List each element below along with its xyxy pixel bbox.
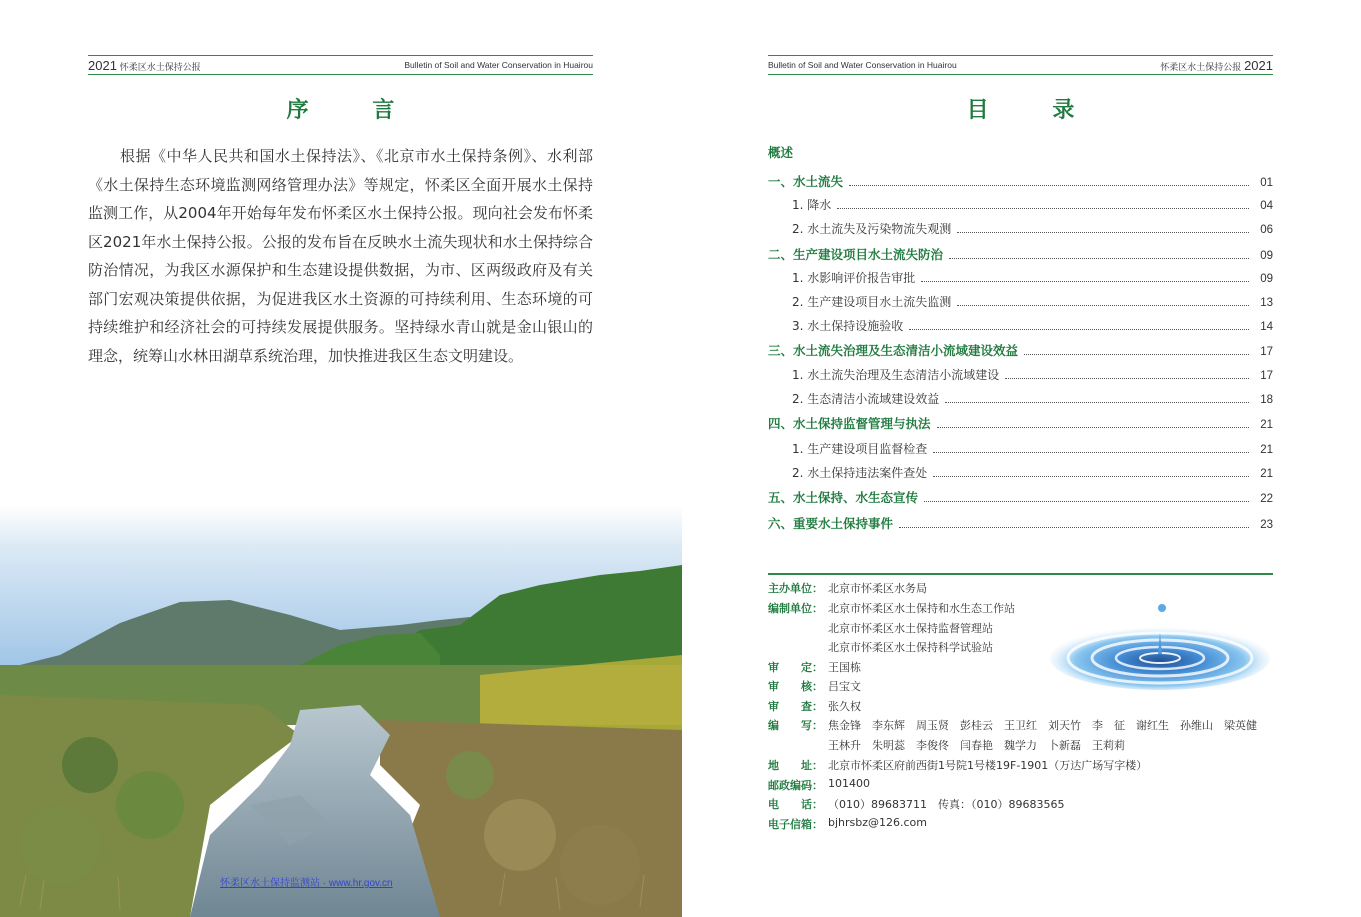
- water-ripple-icon: [1048, 598, 1273, 698]
- toc-page-number: 17: [1260, 370, 1273, 382]
- toc-page-number: 21: [1260, 444, 1273, 456]
- toc-page-number: 21: [1260, 419, 1273, 431]
- credits-value: 北京市怀柔区水土保持科学试验站: [828, 641, 993, 654]
- right-header: [768, 55, 1273, 75]
- credits-row: [768, 678, 861, 694]
- toc-section-entry[interactable]: [768, 414, 1273, 432]
- toc-leader-dots: [957, 304, 1249, 306]
- toc-leader-dots: [849, 184, 1249, 186]
- toc-section-entry[interactable]: [768, 341, 1273, 359]
- toc-leader-dots: [957, 231, 1249, 233]
- toc-leader-dots: [909, 328, 1249, 330]
- water-drop-ripple-graphic: [1048, 598, 1273, 698]
- credits-row: [768, 659, 861, 675]
- toc-subsection-entry[interactable]: [792, 269, 1273, 286]
- credits-value: （010）89683711 传真：（010）89683565: [828, 798, 1065, 811]
- toc-page-number: 21: [1260, 468, 1273, 480]
- credits-key: 审 查：: [768, 700, 823, 713]
- credits-row: [768, 737, 1125, 753]
- credits-value: 北京市怀柔区水土保持监督管理站: [828, 622, 993, 635]
- toc-entry-label: 一、水土流失: [768, 174, 844, 189]
- credits-value: 王国栋: [828, 661, 861, 674]
- toc-leader-dots: [1024, 353, 1249, 355]
- header-english-title: Bulletin of Soil and Water Conservation in Huairou: [768, 60, 957, 70]
- landscape-illustration: [0, 505, 682, 917]
- credits-key: 审 定：: [768, 661, 823, 674]
- toc-leader-dots: [924, 500, 1249, 502]
- toc-leader-dots: [921, 280, 1249, 282]
- credits-row: [768, 816, 927, 832]
- toc-leader-dots: [1005, 377, 1249, 379]
- toc-overview[interactable]: 概述: [768, 145, 794, 160]
- toc-section-entry[interactable]: [768, 488, 1273, 506]
- toc-leader-dots: [837, 207, 1249, 209]
- toc-subsection-entry[interactable]: [792, 464, 1273, 481]
- preface-text: 根据《中华人民共和国水土保持法》、《北京市水土保持条例》、水利部《水土保持生态环境监测网络管理办法》等规定，怀柔区全面开展水土保持监测工作，从2004年开始每年发布怀柔区水土保持公报。现向社会发布怀柔区2021年水土保持公报。公报的发布旨在反映水土流失现状和水土保持综合防治情况，为我区水源保护和生态建设提供数据，为市、区两级政府及有关部门宏观决策提供依据，为促进我区水土资源的可持续利用、生态环境的可持续维护和经济社会的可持续发展提供服务。坚持绿水青山就是金山银山的理念，统筹山水林田湖草系统治理，加快推进我区生态文明建设。: [88, 147, 593, 365]
- credits-key: 审 核：: [768, 680, 823, 693]
- toc-leader-dots: [933, 451, 1249, 453]
- header-title: 怀柔区水土保持公报: [1160, 62, 1242, 73]
- toc-page-number: 22: [1260, 493, 1273, 505]
- landscape-photo: [0, 505, 682, 917]
- toc-entry-label: 1. 水影响评价报告审批: [792, 271, 916, 285]
- right-header-title-group: [1160, 58, 1273, 73]
- toc-entry-label: 二、生产建设项目水土流失防治: [768, 247, 944, 262]
- toc-section-entry[interactable]: [768, 172, 1273, 190]
- toc-leader-dots: [937, 426, 1249, 428]
- toc-section-entry[interactable]: [768, 514, 1273, 532]
- toc-page-number: 01: [1260, 177, 1273, 189]
- credits-value: 张久权: [828, 700, 861, 713]
- credits-row: [768, 717, 1257, 733]
- toc-section-entry[interactable]: [768, 245, 1273, 263]
- toc-page-number: 18: [1260, 394, 1273, 406]
- header-year: 2021: [1244, 57, 1273, 73]
- toc-entry-label: 1. 生产建设项目监督检查: [792, 442, 928, 456]
- credits-value: 北京市怀柔区水土保持和水生态工作站: [828, 602, 1015, 615]
- credits-row: [768, 777, 870, 793]
- credits-row: [768, 757, 1147, 773]
- credits-key: 邮政编码：: [768, 779, 823, 792]
- left-header-title-group: [88, 58, 201, 73]
- toc-entry-label: 3. 水土保持设施验收: [792, 319, 904, 333]
- credits-value: 北京市怀柔区府前西街1号院1号楼19F-1901（万达广场写字楼）: [828, 759, 1148, 772]
- credits-key: 电子信箱：: [768, 818, 823, 831]
- photo-caption-link[interactable]: 怀柔区水土保持监测站 · www.hr.gov.cn: [220, 878, 393, 889]
- credits-key: 地 址：: [768, 759, 823, 772]
- toc-page-number: 17: [1260, 346, 1273, 358]
- toc-page-number: 06: [1260, 224, 1273, 236]
- toc-subsection-entry[interactable]: [792, 366, 1273, 383]
- toc-subsection-entry[interactable]: [792, 196, 1273, 213]
- toc-entry-label: 2. 生产建设项目水土流失监测: [792, 295, 952, 309]
- credits-value: 吕宝文: [828, 680, 861, 693]
- toc-entry-label: 1. 水土流失治理及生态清洁小流域建设: [792, 368, 1000, 382]
- toc-page-number: 13: [1260, 297, 1273, 309]
- toc-entry-label: 四、水土保持监督管理与执法: [768, 416, 931, 431]
- credits-key: [768, 620, 828, 636]
- toc-leader-dots: [945, 401, 1249, 403]
- toc-leader-dots: [899, 526, 1249, 528]
- credits-key: [768, 737, 828, 753]
- credits-divider: [768, 573, 1273, 575]
- toc-entry-label: 2. 生态清洁小流域建设效益: [792, 392, 940, 406]
- credits-key: 编 写：: [768, 719, 823, 732]
- toc-title: 目 录: [966, 98, 1103, 123]
- toc-page-number: 14: [1260, 321, 1273, 333]
- toc-entry-label: 五、水土保持、水生态宣传: [768, 490, 919, 505]
- credits-row: [768, 600, 1015, 616]
- toc-leader-dots: [933, 475, 1249, 477]
- toc-entry-label: 2. 水土流失及污染物流失观测: [792, 222, 952, 236]
- toc-entry-label: 1. 降水: [792, 198, 832, 212]
- credits-value: 焦金锋 李东辉 周玉贤 彭桂云 王卫红 刘天竹 李 征 谢红生 孙维山 梁英健: [828, 719, 1257, 732]
- credits-row: [768, 639, 993, 655]
- toc-entry-label: 六、重要水土保持事件: [768, 516, 894, 531]
- left-header: [88, 55, 593, 75]
- credits-key: 电 话：: [768, 798, 823, 811]
- toc-subsection-entry[interactable]: [792, 390, 1273, 407]
- credits-row: [768, 580, 927, 596]
- toc-page-number: 09: [1260, 273, 1273, 285]
- toc-page-number: 23: [1260, 519, 1273, 531]
- toc-subsection-entry[interactable]: [792, 220, 1273, 237]
- credits-key: 编制单位：: [768, 602, 823, 615]
- toc-subsection-entry[interactable]: [792, 440, 1273, 457]
- toc-page-number: 09: [1260, 250, 1273, 262]
- toc-entry-label: 2. 水土保持违法案件查处: [792, 466, 928, 480]
- header-title: 怀柔区水土保持公报: [119, 62, 201, 73]
- credits-row: [768, 698, 861, 714]
- credits-value[interactable]: bjhrsbz@126.com: [828, 816, 928, 829]
- toc-leader-dots: [949, 257, 1249, 259]
- credits-value: 王林升 朱明蕊 李俊佟 闫春艳 魏学力 卜新磊 王莉莉: [828, 739, 1125, 752]
- header-year: 2021: [88, 57, 117, 73]
- toc-entry-label: 三、水土流失治理及生态清洁小流域建设效益: [768, 343, 1019, 358]
- credits-value: 北京市怀柔区水务局: [828, 582, 927, 595]
- toc-page-number: 04: [1260, 200, 1273, 212]
- credits-row: [768, 620, 993, 636]
- credits-row: [768, 796, 1064, 812]
- credits-value: 101400: [828, 777, 870, 790]
- credits-key: 主办单位：: [768, 582, 823, 595]
- toc-subsection-entry[interactable]: [792, 317, 1273, 334]
- toc-subsection-entry[interactable]: [792, 293, 1273, 310]
- header-english-title: Bulletin of Soil and Water Conservation in Huairou: [404, 60, 593, 70]
- credits-key: [768, 639, 828, 655]
- preface-title: 序 言: [286, 98, 423, 123]
